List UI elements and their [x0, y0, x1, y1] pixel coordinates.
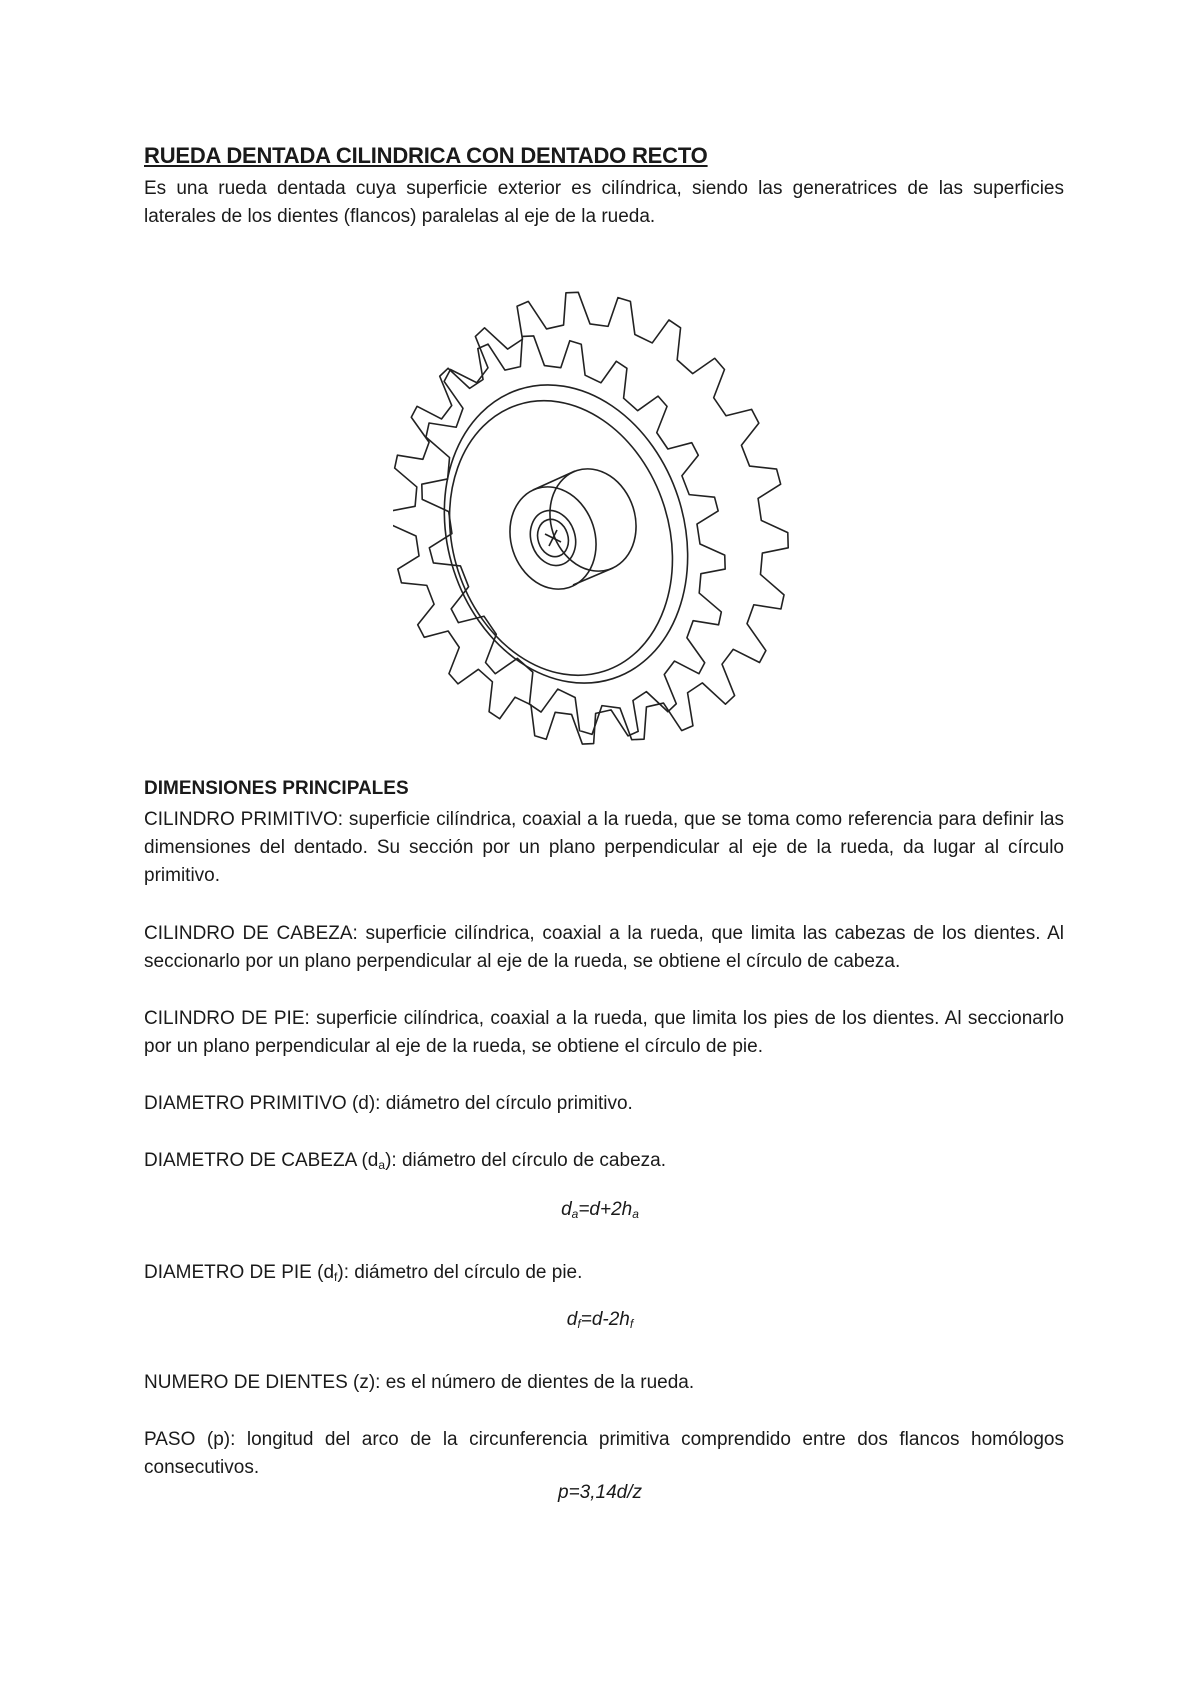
- spur-gear-drawing-icon: [393, 258, 818, 750]
- paragraph-numero-dientes: NUMERO DE DIENTES (z): es el número de dientes de la rueda.: [144, 1372, 695, 1393]
- intro-paragraph: Es una rueda dentada cuya superficie exterior es cilíndrica, siendo las generatrices de las superficies laterales de los dientes (flancos) paralelas al eje de la rueda.: [144, 178, 1064, 227]
- paragraph-cilindro-pie: CILINDRO DE PIE: superficie cilíndrica, coaxial a la rueda, que limita los pies de los dientes. Al seccionarlo por un plano perpendicular al eje de la rueda, se obtiene el círculo de pie.: [144, 1008, 1064, 1057]
- page-title: RUEDA DENTADA CILINDRICA CON DENTADO RECTO: [144, 143, 708, 168]
- paragraph-diametro-primitivo: DIAMETRO PRIMITIVO (d): diámetro del círculo primitivo.: [144, 1093, 633, 1114]
- formula-diametro-pie: $d_f=d-2h_f$: [566, 1309, 634, 1331]
- paragraph-paso: PASO (p): longitud del arco de la circunferencia primitiva comprendido entre dos flancos homólogos consecutivos.: [144, 1429, 1064, 1478]
- section-title: DIMENSIONES PRINCIPALES: [144, 778, 409, 799]
- formula-diametro-cabeza: $d_a=d+2h_a$: [561, 1199, 639, 1221]
- paragraph-cilindro-cabeza: CILINDRO DE CABEZA: superficie cilíndrica, coaxial a la rueda, que limita las cabezas de los dientes. Al seccionarlo por un plano perpendicular al eje de la rueda, se obtiene el círculo de cabeza.: [144, 923, 1064, 972]
- gear-figure: [393, 258, 818, 750]
- paragraph-diametro-pie: DIAMETRO DE PIE $(d_f)$: diámetro del círculo de pie.: [144, 1262, 583, 1284]
- formula-paso: p=3,14d/z: [558, 1482, 642, 1503]
- paragraph-diametro-cabeza: DIAMETRO DE CABEZA $(d_a)$: diámetro del círculo de cabeza.: [144, 1150, 666, 1172]
- paragraph-cilindro-primitivo: CILINDRO PRIMITIVO: superficie cilíndrica, coaxial a la rueda, que se toma como referencia para definir las dimensiones del dentado. Su sección por un plano perpendicular al eje de la rueda, da lugar al círculo primitivo.: [144, 809, 1064, 886]
